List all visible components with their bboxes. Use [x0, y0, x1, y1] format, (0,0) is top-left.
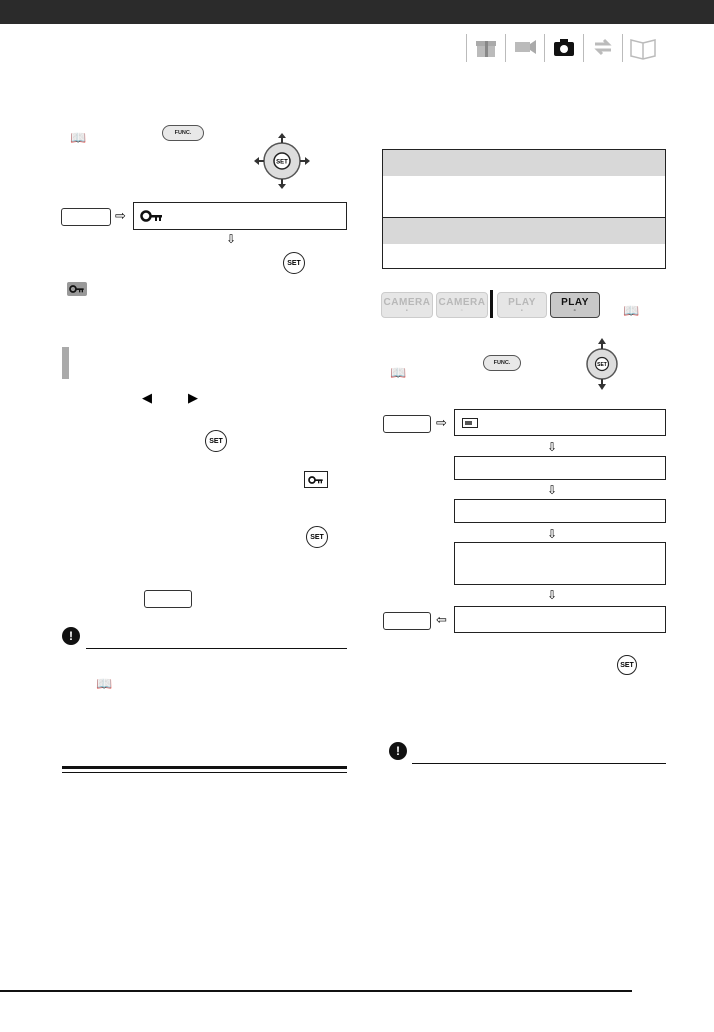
gift-box-icon[interactable] — [470, 32, 502, 62]
joystick-icon[interactable] — [254, 133, 310, 189]
left-arrow-icon[interactable]: ◀ — [142, 390, 152, 405]
tab-separator — [466, 34, 467, 62]
book-icon: 📖 — [623, 303, 640, 318]
arrow-down-icon: ⇩ — [226, 232, 237, 246]
table-header-row — [383, 150, 665, 176]
protect-menu-box[interactable] — [133, 202, 347, 230]
svg-text:SET: SET — [597, 362, 607, 368]
menu-chip[interactable] — [144, 590, 192, 608]
joystick-icon[interactable] — [580, 338, 624, 390]
menu-chip[interactable] — [383, 415, 431, 433]
open-book-icon[interactable] — [627, 32, 659, 62]
mode-badge-camera-photo: CAMERA ▫ — [436, 292, 488, 318]
tab-separator — [544, 34, 545, 62]
func-button[interactable]: FUNC. — [162, 125, 204, 141]
tab-separator — [505, 34, 506, 62]
key-icon — [140, 209, 164, 228]
set-button[interactable]: SET — [617, 655, 637, 675]
warning-icon: ! — [62, 627, 80, 645]
camera-icon[interactable] — [548, 32, 580, 62]
tab-separator — [583, 34, 584, 62]
book-icon: 📖 — [70, 130, 87, 145]
menu-chip[interactable] — [383, 612, 431, 630]
right-arrow-icon[interactable]: ▶ — [188, 390, 198, 405]
slideshow-icon — [462, 418, 478, 428]
menu-chip[interactable] — [61, 208, 111, 226]
arrow-right-icon: ⇨ — [115, 208, 126, 223]
transfer-arrows-icon[interactable] — [587, 32, 619, 62]
section-rule — [62, 766, 347, 769]
warning-rule — [86, 648, 347, 649]
set-button[interactable]: SET — [283, 252, 305, 274]
arrow-down-icon: ⇩ — [547, 440, 558, 454]
mode-badge-camera-movie: CAMERA ▪ — [381, 292, 433, 318]
arrow-down-icon: ⇩ — [547, 588, 558, 602]
table-header-row — [383, 218, 665, 244]
arrow-left-icon: ⇦ — [436, 612, 447, 627]
menu-box-3[interactable] — [454, 499, 666, 523]
func-button[interactable]: FUNC. — [483, 355, 521, 371]
set-button[interactable]: SET — [306, 526, 328, 548]
footer-rule — [0, 990, 632, 992]
arrow-down-icon: ⇩ — [547, 527, 558, 541]
camcorder-icon[interactable] — [509, 32, 541, 62]
arrow-down-icon: ⇩ — [547, 483, 558, 497]
menu-box-1[interactable] — [454, 409, 666, 436]
key-icon — [67, 282, 87, 296]
section-marker — [62, 347, 69, 379]
tab-separator — [622, 34, 623, 62]
warning-icon: ! — [389, 742, 407, 760]
set-button[interactable]: SET — [205, 430, 227, 452]
mode-divider — [490, 290, 493, 318]
info-table — [382, 149, 666, 269]
book-icon: 📖 — [96, 676, 113, 691]
header-bar — [0, 0, 714, 24]
menu-box-2[interactable] — [454, 456, 666, 480]
key-icon — [304, 471, 328, 488]
mode-badge-play-movie: PLAY ▪ — [497, 292, 547, 318]
warning-rule — [412, 763, 666, 764]
mode-badge-play-photo: PLAY ▫ — [550, 292, 600, 318]
svg-text:SET: SET — [276, 159, 288, 166]
book-icon: 📖 — [390, 365, 407, 380]
menu-box-4[interactable] — [454, 542, 666, 585]
arrow-right-icon: ⇨ — [436, 415, 447, 430]
menu-box-5[interactable] — [454, 606, 666, 633]
section-rule — [62, 772, 347, 773]
